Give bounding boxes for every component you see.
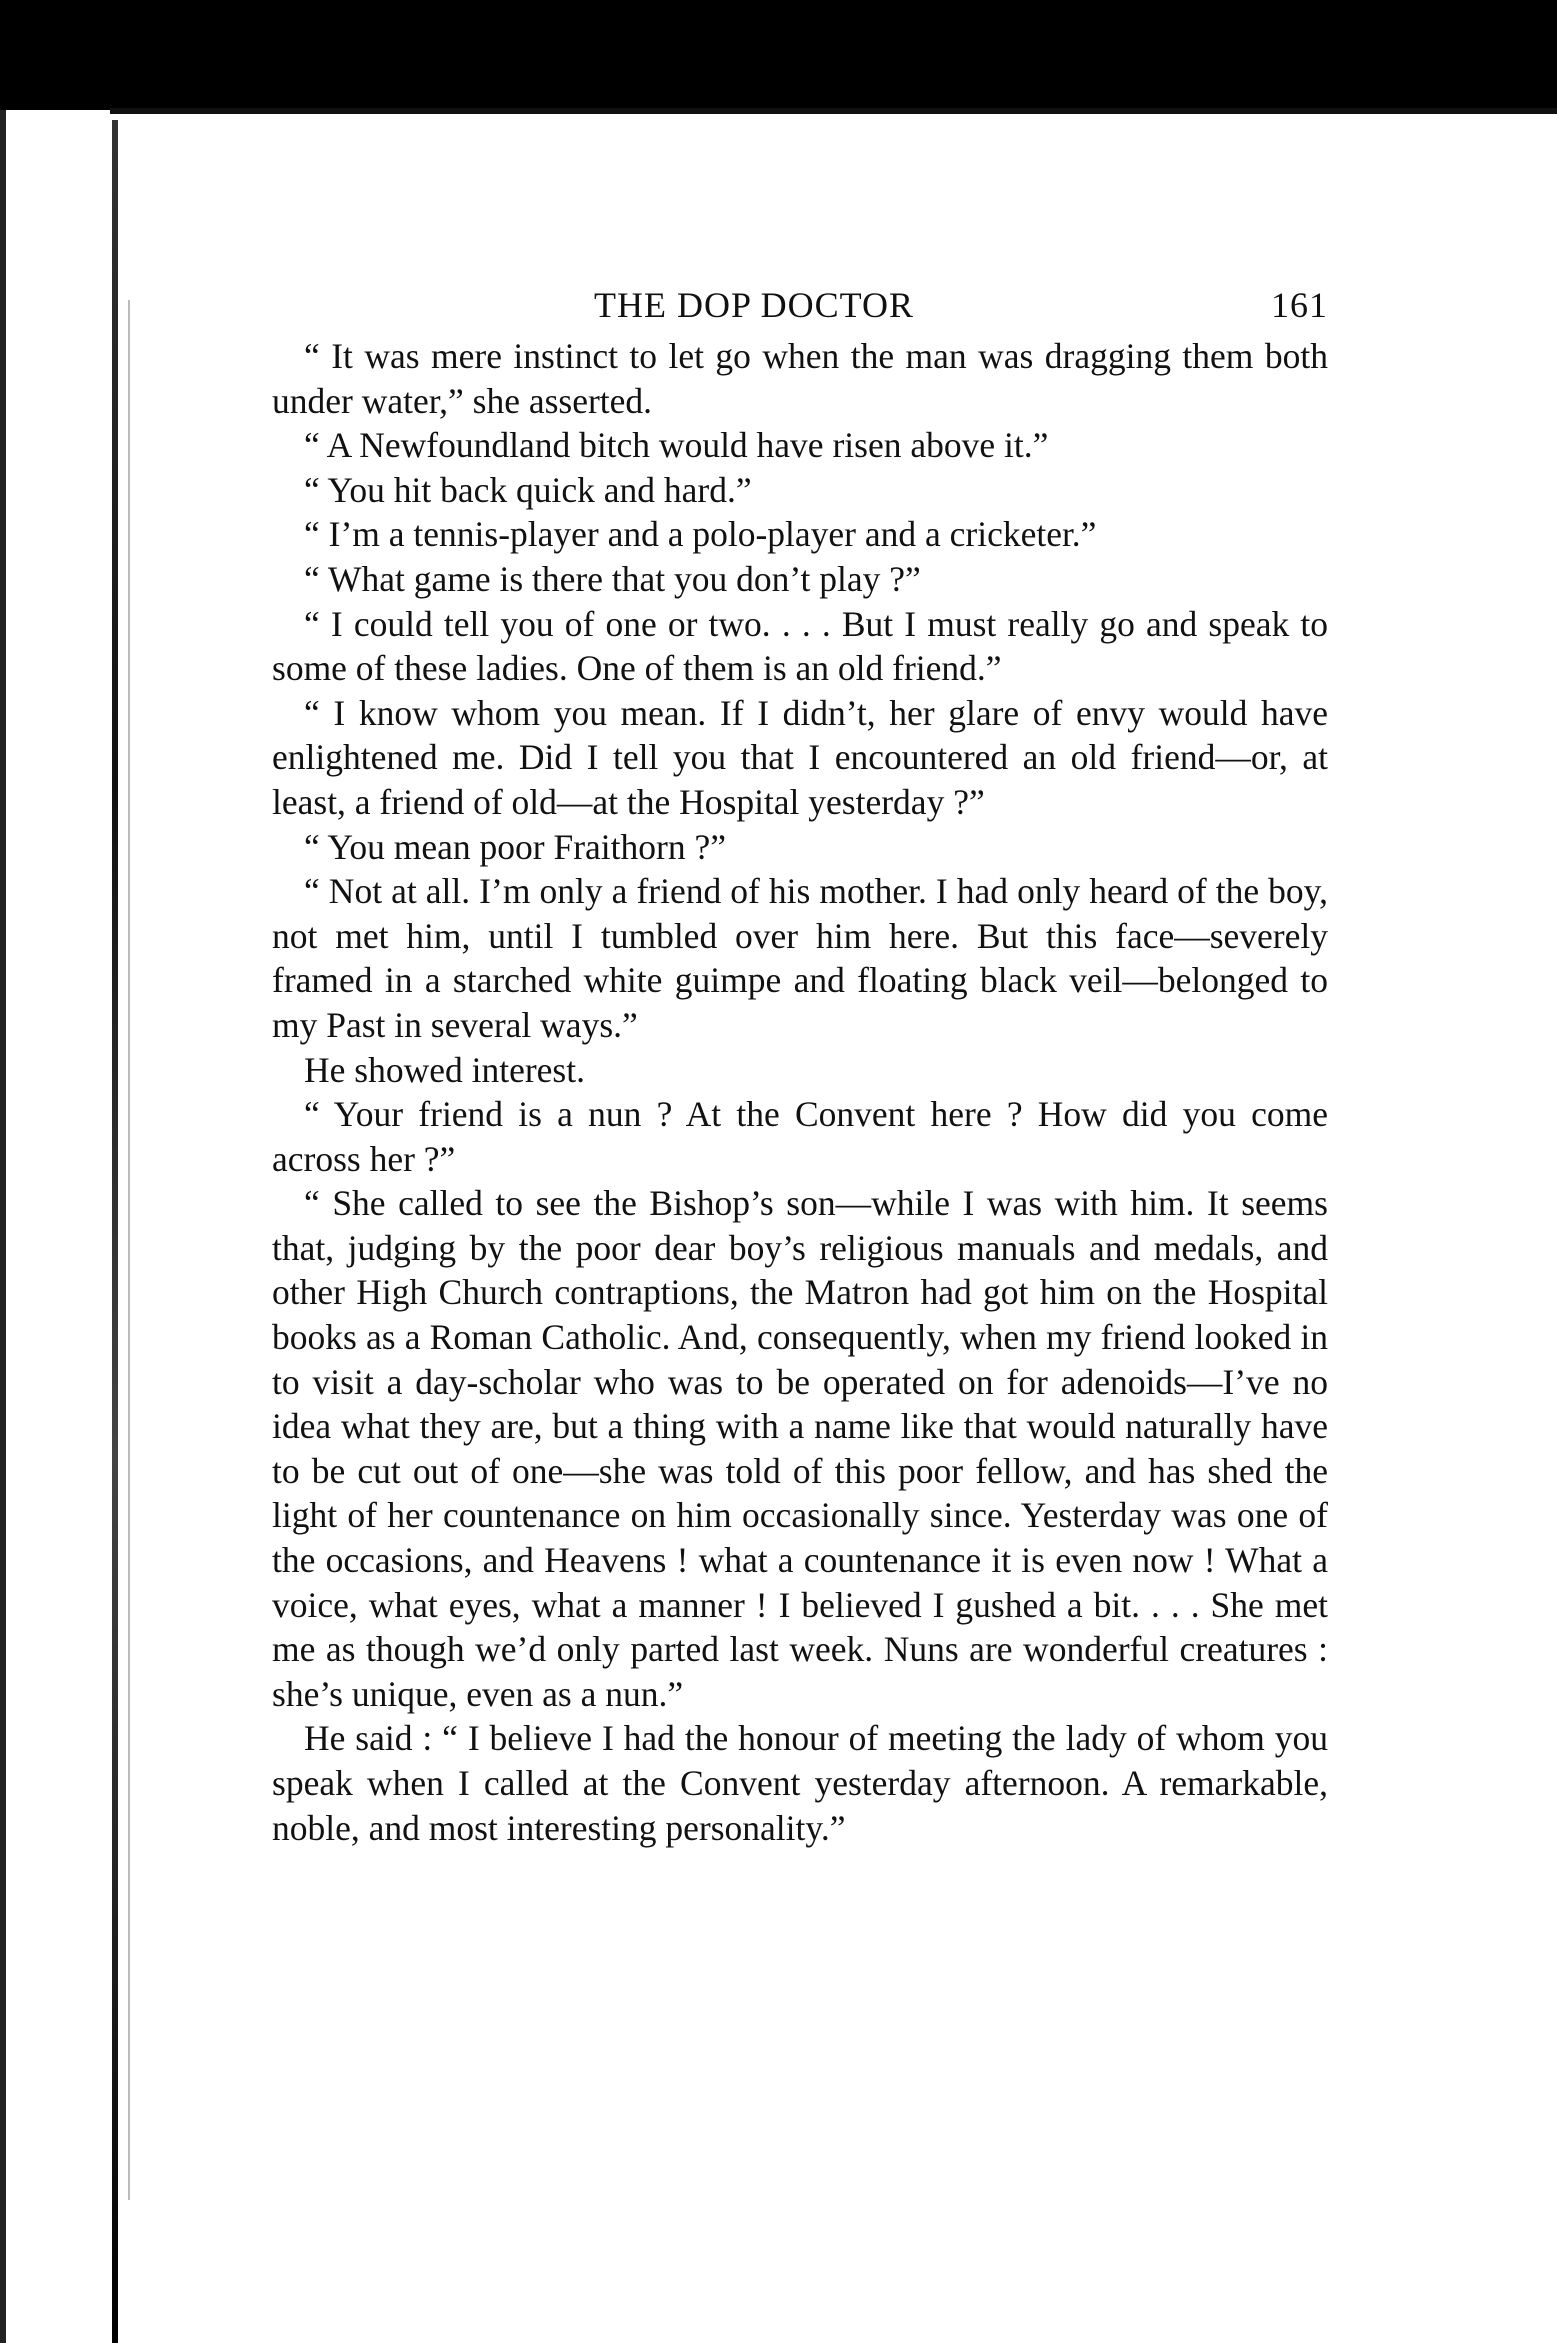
paragraph: “ It was mere instinct to let go when the man was dragging them both under water,” she asserted. xyxy=(272,336,1328,421)
paragraph: “ You mean poor Fraithorn ?” xyxy=(304,826,726,867)
paragraph: “ I’m a tennis-player and a polo-player and a cricketer.” xyxy=(304,514,1097,555)
running-title: THE DOP DOCTOR xyxy=(594,285,915,325)
scan-left-edge xyxy=(0,110,6,2343)
scan-top-border xyxy=(0,0,1557,110)
paragraph: “ Your friend is a nun ? At the Convent here ? How did you come across her ?” xyxy=(272,1094,1328,1179)
paragraph: “ I know whom you mean. If I didn’t, her glare of envy would have enlightened me. Did I tell you that I encountered an old friend—or, at least, a friend of old—at the Hospital yesterday ?” xyxy=(272,692,1328,822)
paragraph: He said : “ I believe I had the honour of meeting the lady of whom you speak when I called at the Convent yesterday afternoon. A remarkable, noble, and most interesting personality.” xyxy=(272,1718,1328,1848)
paragraph: “ Not at all. I’m only a friend of his mother. I had only heard of the boy, not met him, until I tumbled over him here. But this face—severely framed in a starched white guimpe and floating black veil—belonged to my Past in several ways.” xyxy=(272,871,1328,1045)
paragraph: “ You hit back quick and hard.” xyxy=(304,469,752,510)
body-text xyxy=(272,334,1328,1850)
paragraph: “ A Newfoundland bitch would have risen above it.” xyxy=(304,425,1049,466)
page-number: 161 xyxy=(1271,285,1328,325)
book-spine-shadow xyxy=(112,120,118,2343)
paragraph: “ What game is there that you don’t play ?” xyxy=(304,558,921,599)
paragraph: “ She called to see the Bishop’s son—while I was with him. It seems that, judging by the poor dear boy’s religious manuals and medals, and other High Church contraptions, the Matron had got him on the Hospital books as a Roman Catholic. And, consequently, when my friend looked in to visit a day-scholar who was to be operated on for adenoids—I’ve no idea what they are, but a thing with a name like that would naturally have to be cut out of one—she was told of this poor fellow, and has shed the light of her countenance on him occasionally since. Yesterday was one of the occasions, and Heavens ! what a countenance it is even now ! What a voice, what eyes, what a manner ! I believed I gushed a bit. . . . She met me as though we’d only parted last week. Nuns are wonderful creatures : she’s unique, even as a nun.” xyxy=(272,1183,1328,1714)
paragraph: “ I could tell you of one or two. . . . But I must really go and speak to some of these ladies. One of them is an old friend.” xyxy=(272,603,1328,689)
book-gutter-line xyxy=(128,300,130,2200)
page-top-edge xyxy=(110,108,1557,114)
paragraph: He showed interest. xyxy=(304,1049,585,1090)
running-header xyxy=(272,280,1328,334)
book-page xyxy=(272,280,1328,1850)
